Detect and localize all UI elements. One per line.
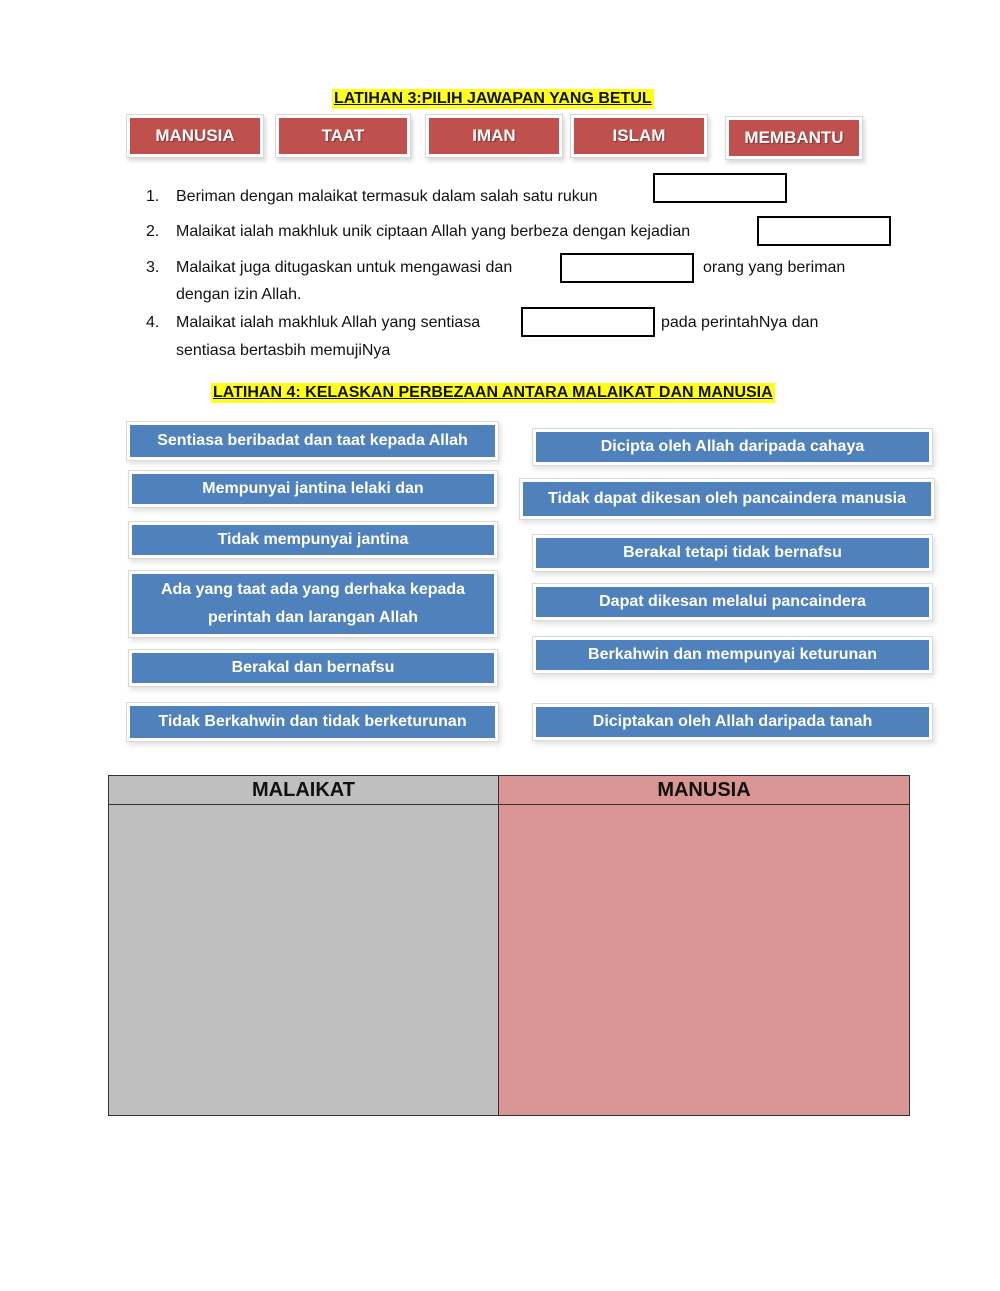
card-right-2[interactable]: Tidak dapat dikesan oleh pancaindera manusia	[523, 482, 931, 516]
manusia-column[interactable]	[499, 776, 909, 1115]
question-3-number: 3.	[146, 259, 160, 276]
question-4-text-after: pada perintahNya dan	[661, 314, 819, 331]
question-2-number: 2.	[146, 223, 160, 240]
malaikat-column-header: MALAIKAT	[109, 776, 498, 805]
card-left-6[interactable]: Tidak Berkahwin dan tidak berketurunan	[130, 706, 495, 738]
option-taat[interactable]: TAAT	[279, 118, 407, 154]
question-4-text: Malaikat ialah makhluk Allah yang sentiasa	[176, 314, 481, 331]
exercise-4-heading: LATIHAN 4: KELASKAN PERBEZAAN ANTARA MALAIKAT DAN MANUSIA	[213, 384, 773, 401]
question-1-text: Beriman dengan malaikat termasuk dalam salah satu rukun	[176, 188, 598, 205]
question-3-text-line2: dengan izin Allah.	[176, 286, 302, 303]
answer-blank-1[interactable]	[653, 173, 787, 203]
card-left-3[interactable]: Tidak mempunyai jantina	[132, 525, 494, 555]
question-3-text-after: orang yang beriman	[703, 259, 846, 276]
question-3-text: Malaikat juga ditugaskan untuk mengawasi dan	[176, 259, 513, 276]
option-manusia[interactable]: MANUSIA	[130, 118, 260, 154]
option-islam[interactable]: ISLAM	[574, 118, 704, 154]
question-4-number: 4.	[146, 314, 160, 331]
option-membantu[interactable]: MEMBANTU	[729, 120, 859, 156]
answer-blank-2[interactable]	[757, 216, 891, 246]
card-left-1[interactable]: Sentiasa beribadat dan taat kepada Allah	[130, 425, 495, 457]
card-right-6[interactable]: Diciptakan oleh Allah daripada tanah	[536, 707, 929, 737]
card-right-1[interactable]: Dicipta oleh Allah daripada cahaya	[536, 432, 929, 462]
question-1-number: 1.	[146, 188, 160, 205]
exercise-3-heading: LATIHAN 3:PILIH JAWAPAN YANG BETUL	[334, 90, 652, 107]
question-4-text-line2: sentiasa bertasbih memujiNya	[176, 342, 391, 359]
card-left-5[interactable]: Berakal dan bernafsu	[132, 653, 494, 683]
answer-blank-4[interactable]	[521, 307, 655, 337]
malaikat-column[interactable]	[109, 776, 499, 1115]
card-left-2[interactable]: Mempunyai jantina lelaki dan	[132, 474, 494, 504]
manusia-column-header: MANUSIA	[499, 776, 909, 805]
card-left-4[interactable]: Ada yang taat ada yang derhaka kepada perintah dan larangan Allah	[132, 574, 494, 634]
classification-table	[108, 775, 910, 1116]
card-right-5[interactable]: Berkahwin dan mempunyai keturunan	[536, 640, 929, 670]
answer-blank-3[interactable]	[560, 253, 694, 283]
option-iman[interactable]: IMAN	[429, 118, 559, 154]
question-2-text: Malaikat ialah makhluk unik ciptaan Allah yang berbeza dengan kejadian	[176, 223, 691, 240]
card-right-4[interactable]: Dapat dikesan melalui pancaindera	[536, 587, 929, 617]
card-right-3[interactable]: Berakal tetapi tidak bernafsu	[536, 538, 929, 568]
